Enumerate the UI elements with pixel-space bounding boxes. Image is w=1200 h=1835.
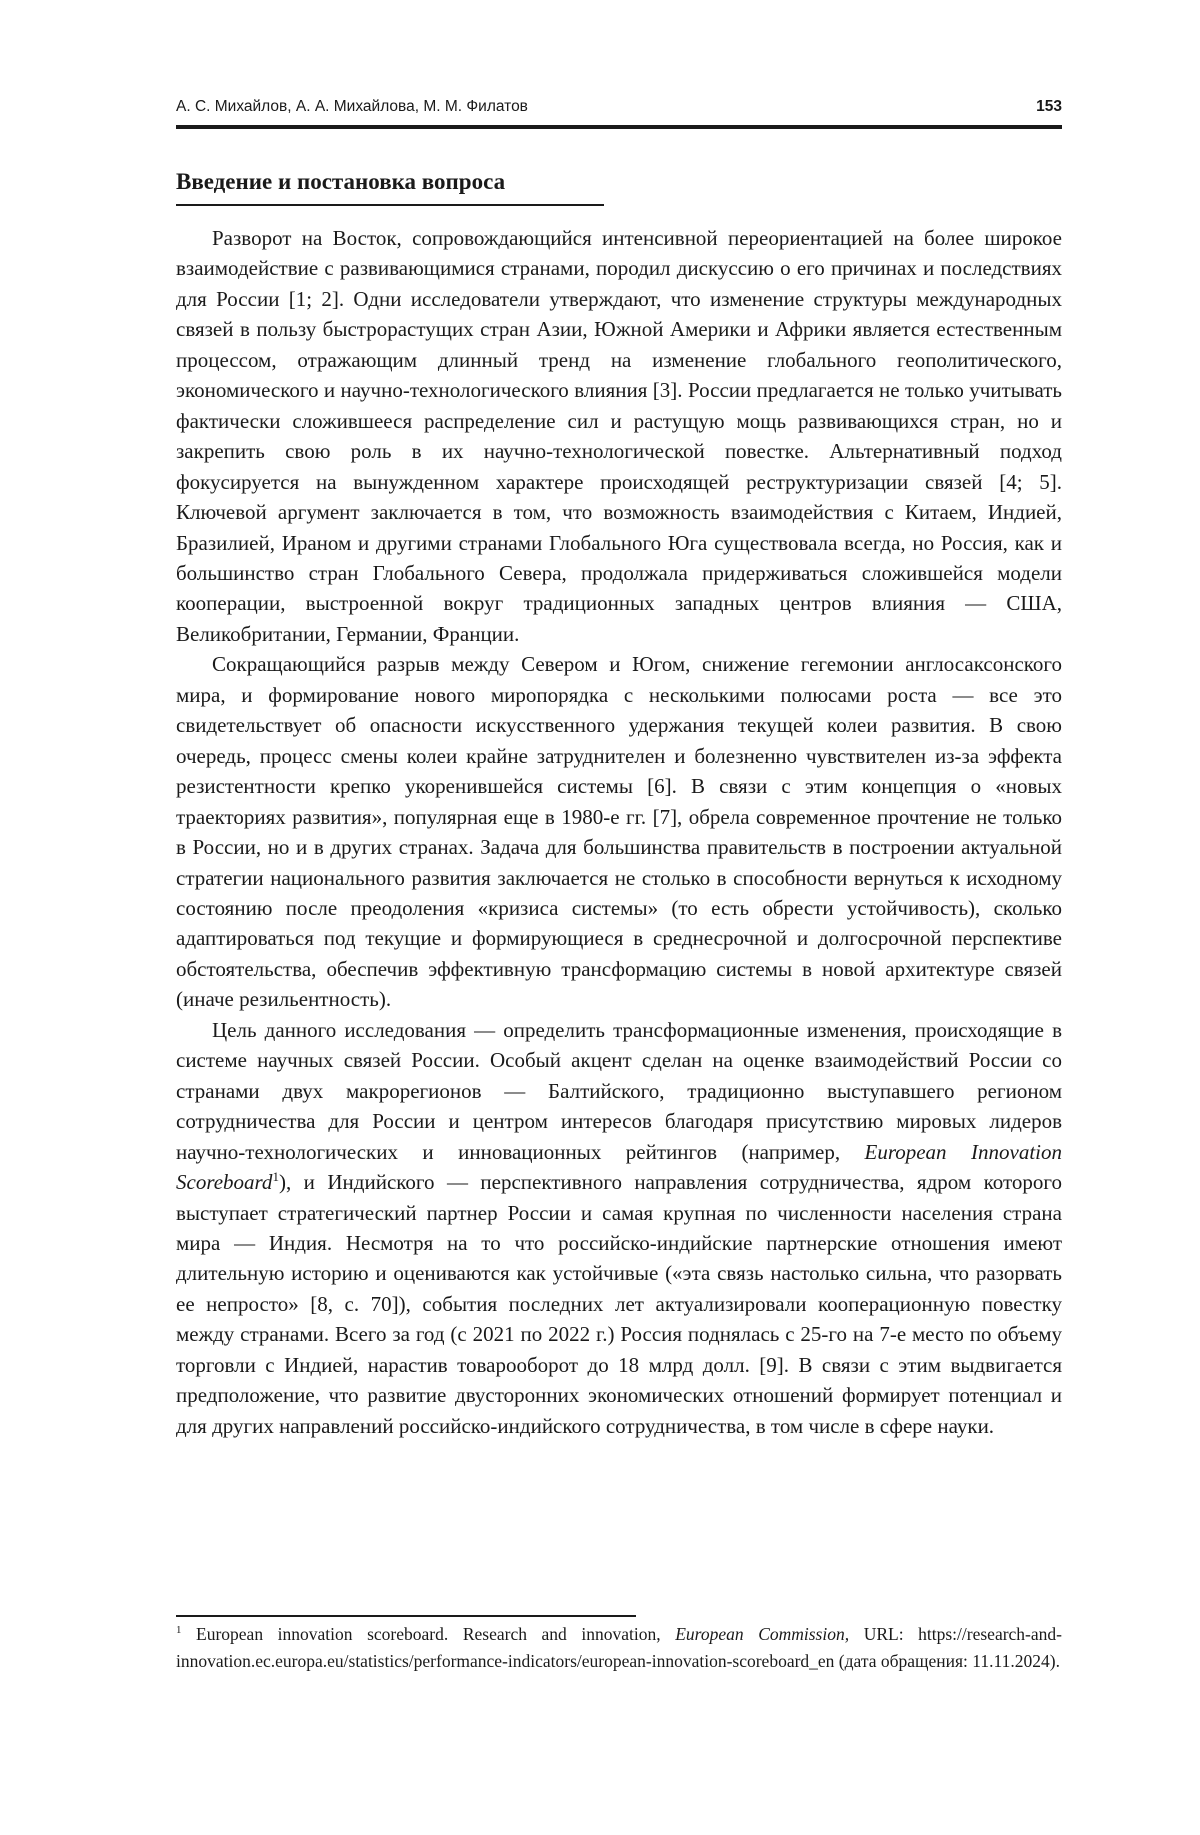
section-title: Введение и постановка вопроса	[176, 170, 505, 193]
header-rule	[176, 125, 1062, 129]
paragraph-1: Разворот на Восток, сопровождающийся интенсивной переориентацией на более широкое взаимодействие с развивающимися странами, породил дискуссию о его причинах и последствиях для России [1; 2]. Одни исследователи утверждают, что изменение структуры международных связей в пользу быстрорастущих стран Азии, Южной Америки и Африки является естественным процессом, отражающим длинный тренд на изменение глобального геополитического, экономического и научно-технологического влияния [3]. России предлагается не только учитывать фактически сложившееся распределение сил и растущую мощь развивающихся стран, но и закрепить свою роль в их научно-технологической повестке. Альтернативный подход фокусируется на вынужденном характере происходящей реструктуризации связей [4; 5]. Ключевой аргумент заключается в том, что возможность взаимодействия с Китаем, Индией, Бразилией, Ираном и другими странами Глобального Юга существовала всегда, но Россия, как и большинство стран Глобального Севера, продолжала придерживаться сложившейся модели кооперации, выстроенной вокруг традиционных западных центров влияния — США, Великобритании, Германии, Франции.	[176, 223, 1062, 649]
paragraph-3-text-start: Цель данного исследования — определить трансформационные изменения, происходящие в системе научных связей России. Особый акцент сделан на оценке взаимодействий России со странами двух макрорегионов — Балтийского, традиционно выступавшего регионом сотрудничества для России и центром интересов благодаря присутствию мировых лидеров научно-технологических и инновационных рейтингов (например,	[176, 1018, 1062, 1164]
footnote-text-end: URL: https://research-and-innovation.ec.europa.eu/statistics/performance-indicators/european-innovation-scoreboard_en (дата обращения: 11.11.2024).	[176, 1624, 1062, 1671]
paragraph-3	[176, 1015, 1062, 1441]
page-number: 153	[1036, 98, 1062, 116]
section-title-underline	[176, 204, 604, 206]
paragraph-3-text-end: ), и Индийского — перспективного направления сотрудничества, ядром которого выступает стратегический партнер России и самая крупная по численности населения страна мира — Индия. Несмотря на то что российско-индийские партнерские отношения имеют длительную историю и оцениваются как устойчивые («эта связь настолько сильна, что разорвать ее непросто» [8, с. 70]), события последних лет актуализировали кооперационную повестку между странами. Всего за год (с 2021 по 2022 г.) Россия поднялась с 25-го на 7-е место по объему торговли с Индией, нарастив товарооборот до 18 млрд долл. [9]. В связи с этим выдвигается предположение, что развитие двусторонних экономических отношений формирует потенциал и для других направлений российско-индийского сотрудничества, в том числе в сфере науки.	[176, 1170, 1062, 1438]
paragraph-3-italic-term: European Innovation Scoreboard	[176, 1140, 1062, 1194]
body-text	[176, 223, 1062, 1441]
paragraph-2: Сокращающийся разрыв между Севером и Югом, снижение гегемонии англосаксонского мира, и формирование нового миропорядка с несколькими полюсами роста — все это свидетельствует об опасности искусственного удержания текущей колеи развития. В свою очередь, процесс смены колеи крайне затруднителен и болезненно чувствителен из-за эффекта резистентности крепко укоренившейся системы [6]. В связи с этим концепция о «новых траекториях развития», популярная еще в 1980-е гг. [7], обрела современное прочтение не только в России, но и в других странах. Задача для большинства правительств в построении актуальной стратегии национального развития заключается не столько в способности вернуться к исходному состоянию после преодоления «кризиса системы» (то есть обрести устойчивость), сколько адаптироваться под текущие и формирующиеся в среднесрочной и долгосрочной перспективе обстоятельства, обеспечив эффективную трансформацию системы в новой архитектуре связей (иначе резильентность).	[176, 649, 1062, 1014]
footnote-1	[176, 1621, 1062, 1675]
header-authors: А. С. Михайлов, А. А. Михайлова, М. М. Филатов	[176, 98, 528, 116]
footnote-italic-source: European Commission,	[675, 1624, 849, 1644]
footnote-text-start: European innovation scoreboard. Research and innovation,	[181, 1624, 675, 1644]
footnote-separator	[176, 1615, 636, 1617]
running-header	[176, 98, 1062, 116]
article-page	[0, 0, 1200, 1835]
footnote-marker: 1	[176, 1624, 181, 1636]
footnote-reference-1[interactable]: 1	[272, 1169, 279, 1184]
